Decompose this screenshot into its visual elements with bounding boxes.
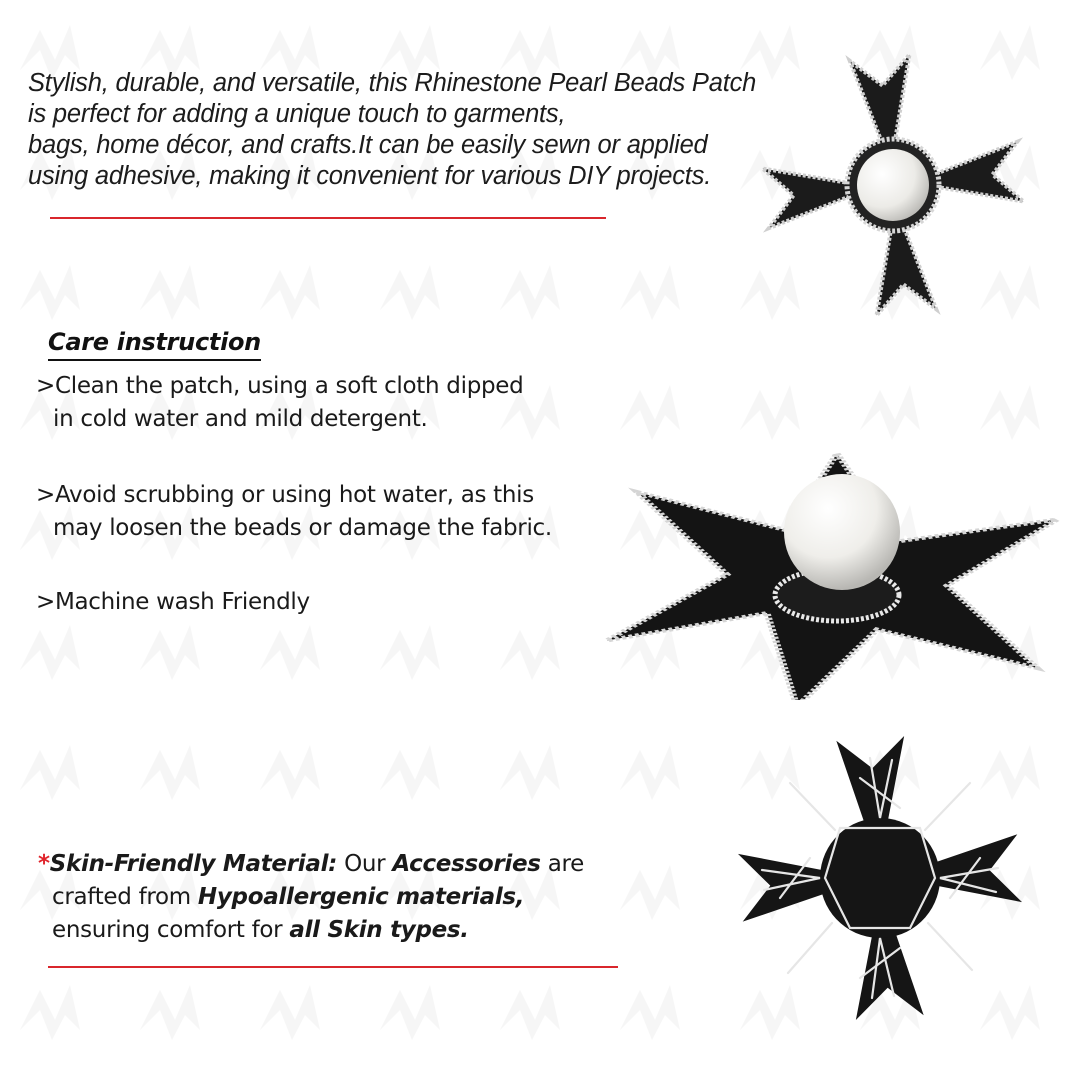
care-item-line: >Clean the patch, using a soft cloth dipped xyxy=(36,373,524,399)
care-item-machine-wash xyxy=(36,586,310,619)
pearl xyxy=(784,474,900,590)
maltese-cross-patch-image xyxy=(748,40,1038,330)
skin-text: ensuring comfort for xyxy=(52,917,290,943)
accessories-text: Accessories xyxy=(392,851,541,877)
care-item-line: may loosen the beads or damage the fabric. xyxy=(53,515,552,541)
all-skin-types-text: all Skin types. xyxy=(289,917,469,943)
skin-divider xyxy=(48,966,618,968)
intro-divider xyxy=(50,217,606,219)
care-item-line: in cold water and mild detergent. xyxy=(53,406,428,432)
star-pearl-patch-image xyxy=(600,380,1075,700)
asterisk-mark: * xyxy=(38,851,50,877)
pearl xyxy=(857,149,929,221)
skin-friendly-note xyxy=(38,848,658,947)
intro-line: bags, home décor, and crafts.It can be easily sewn or applied xyxy=(28,131,708,159)
intro-paragraph xyxy=(28,68,758,192)
skin-text: Our xyxy=(337,851,393,877)
care-item-clean xyxy=(36,370,523,436)
care-item-avoid xyxy=(36,479,552,545)
patch-back-image xyxy=(728,728,1033,1028)
intro-line: Stylish, durable, and versatile, this Rhinestone Pearl Beads Patch xyxy=(28,69,757,97)
care-item-line: >Machine wash Friendly xyxy=(36,589,310,615)
hypoallergenic-text: Hypoallergenic materials, xyxy=(197,884,525,910)
care-heading: Care instruction xyxy=(48,328,261,361)
skin-text: crafted from xyxy=(52,884,198,910)
intro-line: using adhesive, making it convenient for various DIY projects. xyxy=(28,162,712,190)
skin-label: Skin-Friendly Material: xyxy=(49,851,338,877)
skin-text: are xyxy=(540,851,584,877)
care-item-line: >Avoid scrubbing or using hot water, as this xyxy=(36,482,534,508)
intro-line: is perfect for adding a unique touch to garments, xyxy=(28,100,566,128)
